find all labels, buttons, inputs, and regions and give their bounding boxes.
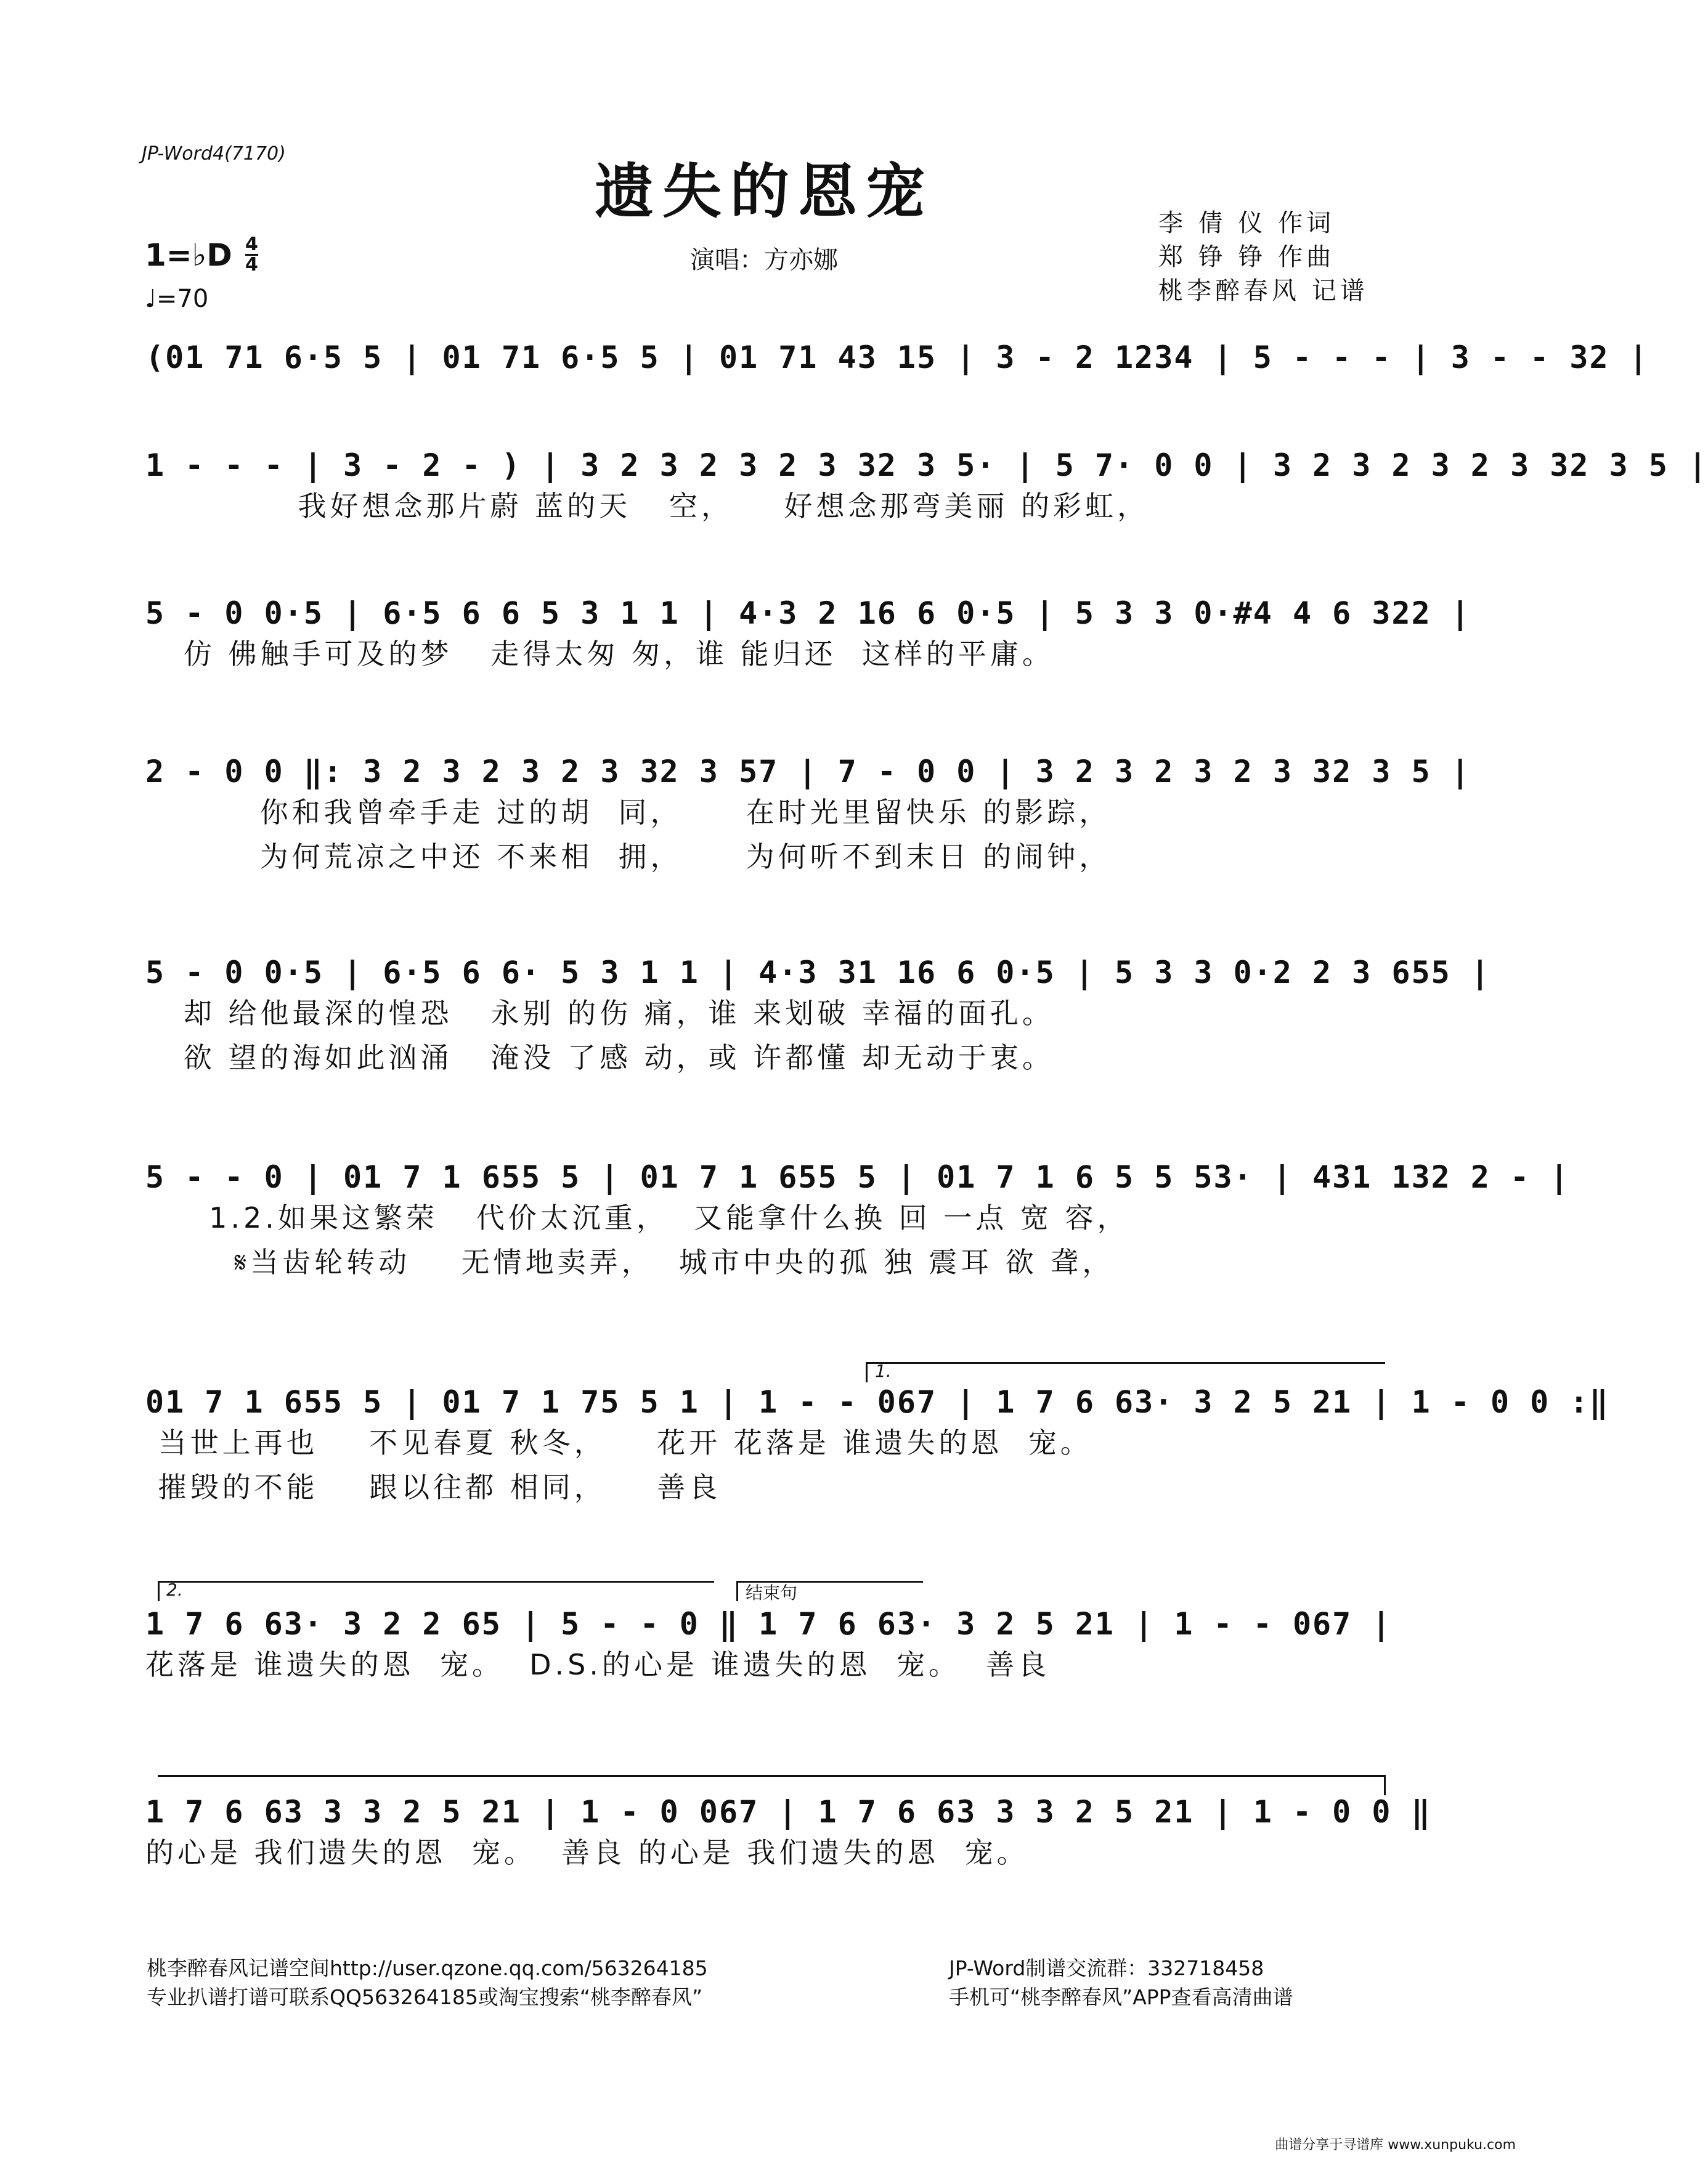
watermark-text: 曲谱分享于寻谱库 www.xunpuku.com bbox=[1275, 2137, 1516, 2153]
lyric-line: 欲 望的海如此汹涌 淹没 了感 动，或 许都懂 却无动于衷。 bbox=[145, 1041, 1054, 1074]
transcriber-credit: 桃李醉春风 记谱 bbox=[1158, 277, 1368, 305]
notation-line: 1 7 6 63· 3 2 2 65 | 5 - - 0 ‖ 1 7 6 63· 3 2 5 21 | 1 - - 067 | bbox=[145, 1606, 1392, 1642]
notation-line: 5 - 0 0·5 | 6·5 6 6· 5 3 1 1 | 4·3 31 16 6 0·5 | 5 3 3 0·2 2 3 655 | bbox=[145, 955, 1490, 990]
lyric-line: 却 给他最深的惶恐 永别 的伤 痛，谁 来划破 幸福的面孔。 bbox=[145, 997, 1054, 1030]
lyricist-credit: 李 倩 仪 作词 bbox=[1158, 209, 1335, 237]
lyric-line: 的心是 我们遗失的恩 宠。 善良 的心是 我们遗失的恩 宠。 bbox=[145, 1836, 1029, 1869]
lyric-line: 我好想念那片蔚 蓝的天 空， 好想念那弯美丽 的彩虹， bbox=[145, 489, 1150, 523]
lyric-line: 1.2.如果这繁荣 代价太沉重， 又能拿什么换 回 一点 宽 容， bbox=[145, 1201, 1129, 1234]
score-row-8 bbox=[145, 1605, 1392, 1687]
score-row-4 bbox=[145, 753, 1471, 879]
time-signature-top: 4 bbox=[245, 234, 258, 255]
lyric-line: 仿 佛触手可及的梦 走得太匆 匆，谁 能归还 这样的平庸。 bbox=[145, 637, 1054, 671]
song-title: 遗失的恩宠 bbox=[595, 157, 933, 226]
footer-app: 手机可“桃李醉春风”APP查看高清曲谱 bbox=[949, 1985, 1293, 2009]
volta-bracket bbox=[866, 1362, 1385, 1382]
time-signature-bottom: 4 bbox=[245, 254, 258, 275]
composer-credit: 郑 铮 铮 作曲 bbox=[1158, 243, 1335, 271]
time-signature bbox=[245, 235, 258, 274]
singer-credit: 演唱：方亦娜 bbox=[690, 246, 838, 274]
software-label: JP-Word4(7170) bbox=[142, 143, 286, 165]
notation-line: 5 - 0 0·5 | 6·5 6 6 5 3 1 1 | 4·3 2 16 6 0·5 | 5 3 3 0·#4 4 6 322 | bbox=[145, 595, 1471, 631]
lyric-line: 花落是 谁遗失的恩 宠。 D.S.的心是 谁遗失的恩 宠。 善良 bbox=[145, 1648, 1051, 1681]
score-row-5 bbox=[145, 954, 1490, 1080]
score-row-3 bbox=[145, 595, 1471, 676]
footer-website: 桃李醉春风记谱空间http://user.qzone.qq.com/563264185 bbox=[147, 1956, 708, 1980]
key-signature: 1=♭D bbox=[145, 237, 232, 273]
notation-line: 1 - - - | 3 - 2 - ) | 3 2 3 2 3 2 3 32 3 5· | 5 7· 0 0 | 3 2 3 2 3 2 3 32 3 5 | bbox=[145, 447, 1708, 483]
volta-label: 1. bbox=[875, 1361, 892, 1381]
score-row-1 bbox=[145, 339, 1649, 376]
footer-contact: 专业扒谱打谱可联系QQ563264185或淘宝搜索“桃李醉春风” bbox=[147, 1985, 703, 2009]
score-row-9 bbox=[145, 1793, 1431, 1875]
lyric-line: 𝄋当齿轮转动 无情地卖弄， 城市中央的孤 独 震耳 欲 聋， bbox=[145, 1246, 1115, 1279]
continuation-bracket bbox=[158, 1775, 1386, 1795]
tempo-marking: ♩=70 bbox=[145, 285, 209, 313]
score-row-2 bbox=[145, 447, 1708, 528]
lyric-line: 为何荒凉之中还 不来相 拥， 为何听不到末日 的闹钟， bbox=[145, 840, 1112, 873]
lyric-line: 你和我曾牵手走 过的胡 同， 在时光里留快乐 的影踪， bbox=[145, 796, 1112, 829]
volta-bracket bbox=[158, 1581, 714, 1601]
notation-line: 2 - 0 0 ‖: 3 2 3 2 3 2 3 32 3 57 | 7 - 0 0 | 3 2 3 2 3 2 3 32 3 5 | bbox=[145, 754, 1471, 789]
notation-line: 1 7 6 63 3 3 2 5 21 | 1 - 0 067 | 1 7 6 63 3 3 2 5 21 | 1 - 0 0 ‖ bbox=[145, 1794, 1431, 1830]
notation-line: (01 71 6·5 5 | 01 71 6·5 5 | 01 71 43 15 | 3 - 2 1234 | 5 - - - | 3 - - 32 | bbox=[145, 340, 1649, 375]
notation-line: 5 - - 0 | 01 7 1 655 5 | 01 7 1 655 5 | 01 7 1 6 5 5 53· | 431 132 2 - | bbox=[145, 1159, 1570, 1195]
footer-group: JP-Word制谱交流群：332718458 bbox=[949, 1956, 1264, 1980]
ending-label: 结束句 bbox=[746, 1583, 798, 1603]
lyric-line: 摧毁的不能 跟以往都 相同， 善良 bbox=[145, 1471, 722, 1504]
score-row-6 bbox=[145, 1159, 1570, 1284]
lyric-line: 当世上再也 不见春夏 秋冬， 花开 花落是 谁遗失的恩 宠。 bbox=[145, 1426, 1092, 1459]
volta-label: 2. bbox=[166, 1580, 183, 1600]
notation-line: 01 7 1 655 5 | 01 7 1 75 5 1 | 1 - - 067 | 1 7 6 63· 3 2 5 21 | 1 - 0 0 :‖ bbox=[145, 1384, 1609, 1420]
score-row-7 bbox=[145, 1384, 1609, 1509]
